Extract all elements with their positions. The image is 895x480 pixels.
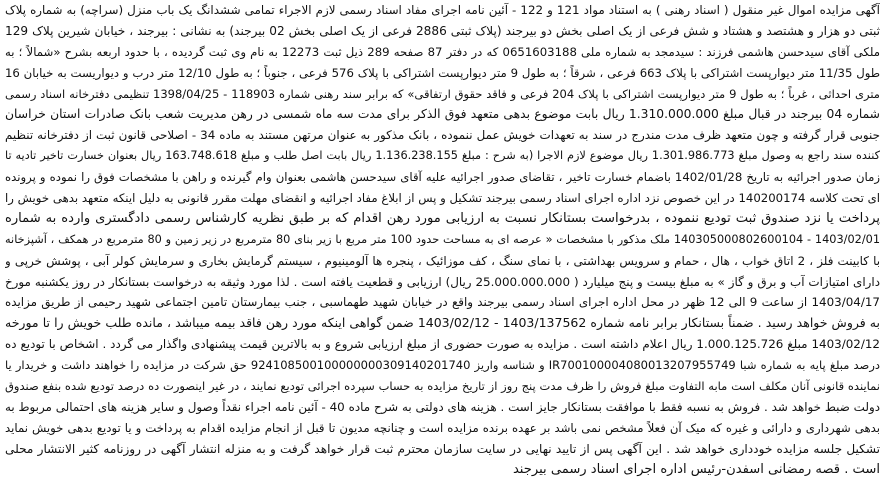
notice-line-6: شماره 04 بیرجند در قبال مبلغ 1.310.000.000 ریال بابت موضوع بدهی متعهد فوق الذکر برای مدت سه ماه شمسی در رهن مدیریت شعب بانک صادرات استان خراسان	[5, 107, 880, 122]
notice-line-19: نماینده قانونی آنان مکلف است مابه التفاوت مبلغ فروش را ظرف مدت پنج روز از تاریخ مزایده به حساب سپرده اجرائی تودیع نمایند ، در غیر اینصورت ده درصد تودیع شده بنفع صندوق	[5, 379, 880, 394]
notice-line-11: پرداخت یا نزد صندوق ثبت تودیع ننموده ، بدرخواست بستانکار نسبت به ارزیابی مورد رهن اقدام که بر طبق نظریه کارشناس رسمی دادگستری وارده به شماره	[5, 210, 880, 226]
notice-line-15: 1403/04/17 از ساعت 9 الی 12 ظهر در محل اداره اجرای اسناد رسمی بیرجند واقع در خیابان شهید طهماسبی ، جنب بیمارستان تامین اجتماعی شهید رحیمی از طریق مزایده	[5, 295, 880, 310]
notice-line-2: ثبتی دو هزار و هشتصد و هشتاد و شش فرعی از یک اصلی بخش دو بیرجند (پلاک ثبتی 2886 فرعی از یک اصلی بخش 02 بیرجند) به نشانی : بیرجند ، خیابان شیرین پلاک 129	[5, 23, 880, 38]
notice-line-20: دولت ضبط خواهد شد . فروش به نسبه فقط با موافقت بستانکار جایز است . هزینه های دولتی به شرح ماده 40 - آئین نامه اجراء نقداً وصول و سایر هزینه های احتمالی مربوط به	[5, 399, 880, 414]
notice-line-14: دارای امتیازات آب و برق و گاز » به مبلغ بیست و پنج میلیارد ( 25.000.000.000 ریال) ارزیابی و قطعیت یافته است . لذا مورد وثیقه به درخواست بستانکار در روز یکشنبه مورخ	[5, 274, 880, 289]
notice-line-17: 1403/02/12 مبلغ 1.000.125.726 ریال اعلام داشته است . مزایده به صورت حضوری از مبلغ ارزیابی شروع و به بالاترین قیمت پیشنهادی واگذار می گردد . اشخاص با تودیع ده	[5, 337, 880, 352]
notice-line-21: بدهی شهرداری و دارائی و غیره که میک آن فعلاً مشخص نمی باشد بر عهده برنده مزایده است و چنانچه مدیون تا قبل از انجام مزایده اقدام به پرداخت و یا تودیع بدهی خویش نماید	[5, 420, 880, 435]
notice-line-18: درصد مبلغ پایه به شماره شبا IR700100004080013207955749 و شناسه واریز 924108500100000000309140201740 حق شرکت در مزایده را خواهند داشت و خریدار یا	[5, 358, 880, 373]
notice-line-8: کننده سند راجع به وصول مبلغ 1.301.986.773 ریال موضوع لازم الاجرا (به شرح : مبلغ 1.136.238.155 ریال بابت اصل طلب و مبلغ 163.748.618 ریال بعنوان خسارت تاخیر تادیه تا	[5, 149, 880, 163]
notice-line-16: به فروش خواهد رسید . ضمناً بستانکار برابر نامه شماره 1403/137562 - 1403/02/12 ضمن گواهی اینکه مورد رهن فاقد بیمه میباشد ، مانده طلب خویش را تا مورخه	[5, 315, 880, 331]
notice-line-9: زمان صدور اجرائیه به تاریخ 1402/01/28 باضمام خسارت تاخیر ، تقاضای صدور اجرائیه علیه آقای سیدحسن هاشمی بعنوان وام گیرنده و راهن با مشخصات فوق را نموده و پرونده	[5, 170, 880, 185]
notice-line-13: با کابینت فلز ، 2 اتاق خواب ، هال ، حمام و سرویس بهداشتی ، با نمای سنگ ، کف موزائیک ، پنجره ها آلومینیوم ، سیستم گرمایش بخاری و سرمایش کولر آبی ، پوشش خرپی و	[5, 253, 880, 268]
notice-line-7: جنوبی قرار گرفته و چون متعهد ظرف مدت مندرج در سند به تعهدات خویش عمل ننموده ، بانک مذکور به عنوان مرتهن مستند به ماده 34 - اصلاحی قانون ثبت از دفترخانه تنظیم	[5, 128, 880, 143]
notice-line-22: تشکیل جلسه مزایده خودداری خواهد شد . این آگهی پس از تایید نهایی در سایت سازمان محترم ثبت قرار خواهد گرفت و به منزله انتشار آگهی در روزنامه کثیر الانتشار محلی	[5, 441, 880, 456]
notice-line-12: 1403/02/01 - 140305000802600104 ملک مذکور با مشخصات « عرصه ای به مساحت حدود 100 متر مربع با زیر بنای 80 مترمربع در زیر زمین و 80 مترمربع در همکف ، آشپزخانه	[5, 232, 880, 246]
notice-line-5: متری احداثی ، غرباً ؛ به طول 9 متر دیوارپست اشتراکی با پلاک 204 فرعی و فاقد حقوق ارتفاقی» که برابر سند رهنی شماره 118903 - 1398/04/25 تنظیمی دفترخانه اسناد رسمی	[5, 86, 880, 101]
notice-line-1: آگهی مزایده اموال غیر منقول ( اسناد رهنی ) به استناد مواد 121 و 122 - آئین نامه اجرای مفاد اسناد رسمی لازم الاجراء تمامی ششدانگ یک باب منزل (سراچه) به شماره پلاک	[5, 3, 880, 17]
notice-line-10: ای تحت کلاسه 140200174 در این خصوص نزد اداره اجرای اسناد رسمی بیرجند تشکیل و پس از ابلاغ مفاد اجرائیه و انقضای مهلت مقرر قانونی به دلیل اینکه متعهد بدهی خویش را	[5, 191, 880, 206]
notice-line-4: طول 11/35 متر دیوارپست اشتراکی با پلاک 663 فرعی ، شرقاً ؛ به طول 9 متر دیوارپست اشتراکی با پلاک 576 فرعی ، جنوباً ؛ به طول 12/10 متر درب و دیواریست به خیابان 16	[5, 65, 880, 80]
notice-line-3: ملکی آقای سیدحسن هاشمی فرزند : سیدمجد به شماره ملی 0651603188 که در دفتر 87 صفحه 289 ذیل ثبت 12273 به نام وی ثبت گردیده ، با حدود اربعه بشرح «شمالاً ؛ به	[5, 44, 880, 59]
notice-line-23: است . قصه رمضانی اسفدن-رئیس اداره اجرای اسناد رسمی بیرجند	[512, 461, 880, 477]
